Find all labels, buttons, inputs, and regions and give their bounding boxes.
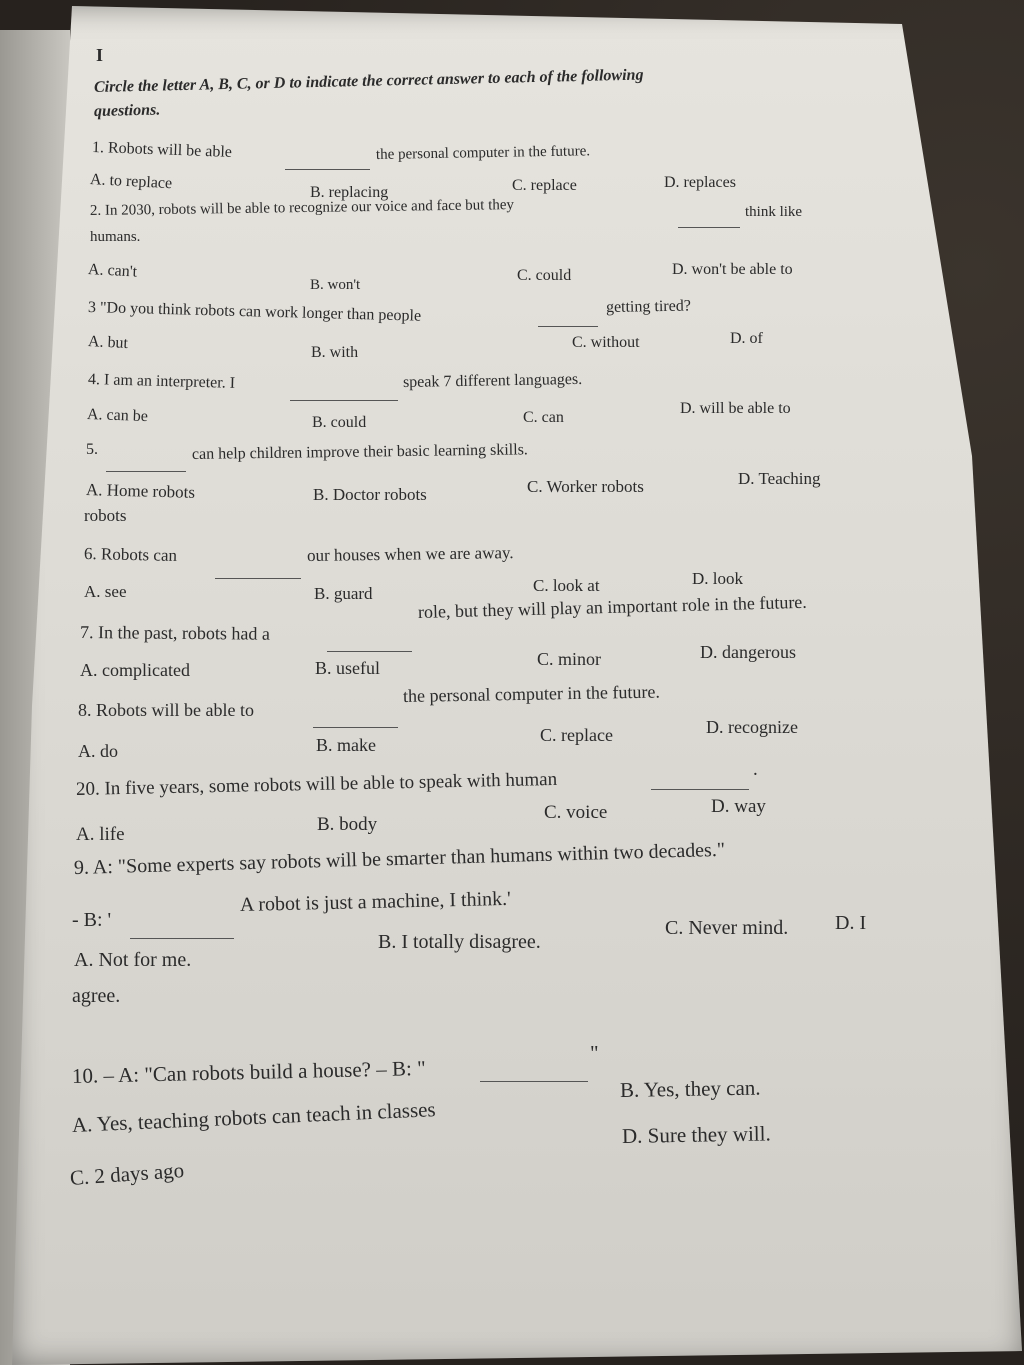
option-b: B. with bbox=[311, 344, 359, 361]
question-5-number: 5. bbox=[86, 441, 98, 458]
option-c: C. Worker robots bbox=[527, 477, 644, 496]
option-d: D. will be able to bbox=[680, 400, 791, 417]
question-7-stem-end: role, but they will play an important role in the future. bbox=[417, 591, 808, 622]
answer-blank bbox=[651, 789, 749, 790]
option-b: B. won't bbox=[310, 277, 361, 293]
question-7-stem: 7. In the past, robots had a bbox=[79, 622, 271, 644]
option-b: B. make bbox=[316, 735, 376, 755]
option-d: D. recognize bbox=[706, 717, 798, 737]
option-c: C. can bbox=[523, 409, 564, 426]
question-3-stem-end: getting tired? bbox=[605, 297, 691, 316]
option-a: A. Home robots bbox=[85, 480, 196, 502]
question-8-stem-end: the personal computer in the future. bbox=[402, 681, 661, 706]
option-d-wrap: robots bbox=[84, 506, 127, 525]
option-c: C. voice bbox=[544, 802, 608, 823]
section-mark: I bbox=[96, 45, 104, 65]
option-c: C. look at bbox=[533, 576, 600, 595]
answer-blank bbox=[215, 578, 301, 579]
question-1-stem: 1. Robots will be able bbox=[91, 139, 233, 161]
question-20-stem-end: . bbox=[753, 759, 758, 780]
question-2-stem-end: think like bbox=[745, 204, 803, 220]
option-c: C. replace bbox=[512, 177, 577, 194]
question-4-stem-end: speak 7 different languages. bbox=[402, 370, 583, 391]
option-b: B. I totally disagree. bbox=[378, 931, 541, 953]
question-9-stem-end: A robot is just a machine, I think.' bbox=[239, 887, 511, 916]
option-b: B. could bbox=[312, 414, 367, 431]
option-d: D. won't be able to bbox=[672, 261, 793, 278]
question-1-stem-end: the personal computer in the future. bbox=[375, 143, 591, 163]
option-a: A. do bbox=[78, 741, 118, 761]
answer-blank bbox=[290, 400, 398, 401]
option-d: D. way bbox=[711, 796, 766, 817]
question-2-stem: 2. In 2030, robots will be able to recognize our voice and face but they bbox=[89, 197, 515, 219]
question-10-stem: 10. – A: "Can robots build a house? – B: " bbox=[71, 1055, 426, 1088]
option-d: D. dangerous bbox=[700, 642, 796, 662]
option-c: C. 2 days ago bbox=[69, 1158, 185, 1190]
option-c: C. minor bbox=[537, 649, 602, 669]
question-8-stem: 8. Robots will be able to bbox=[78, 700, 254, 720]
option-a: A. to replace bbox=[89, 171, 173, 193]
option-d: D. replaces bbox=[664, 174, 736, 191]
option-a: A. can be bbox=[86, 406, 149, 426]
question-4-stem: 4. I am an interpreter. I bbox=[87, 371, 236, 392]
question-6-stem: 6. Robots can bbox=[83, 544, 178, 565]
answer-blank bbox=[106, 471, 186, 472]
option-d: D. I bbox=[835, 912, 867, 934]
option-a: A. Not for me. bbox=[74, 949, 192, 971]
option-d-wrap: agree. bbox=[72, 985, 121, 1007]
option-a: A. life bbox=[76, 824, 125, 845]
option-a: A. but bbox=[87, 333, 129, 353]
answer-blank bbox=[480, 1081, 588, 1082]
option-c: C. replace bbox=[540, 725, 613, 745]
question-5-stem: can help children improve their basic learning skills. bbox=[191, 441, 528, 463]
option-d: D. of bbox=[730, 330, 763, 347]
instruction-line-1: Circle the letter A, B, C, or D to indicate the correct answer to each of the following bbox=[93, 66, 644, 96]
option-c: C. Never mind. bbox=[665, 917, 789, 939]
answer-blank bbox=[130, 938, 234, 939]
instruction-line-2: questions. bbox=[93, 101, 161, 120]
question-9-stem: 9. A: "Some experts say robots will be smarter than humans within two decades." bbox=[73, 838, 726, 879]
option-b: B. Yes, they can. bbox=[619, 1075, 761, 1102]
option-c: C. could bbox=[517, 267, 572, 284]
option-b: B. body bbox=[317, 814, 378, 835]
option-b: B. useful bbox=[315, 658, 380, 678]
question-9-speaker-b: - B: ' bbox=[72, 909, 112, 931]
option-d: D. look bbox=[692, 569, 743, 588]
answer-blank bbox=[327, 651, 412, 652]
question-20-stem: 20. In five years, some robots will be able to speak with human bbox=[75, 768, 558, 800]
option-d: D. Teaching bbox=[738, 469, 821, 488]
answer-blank bbox=[538, 326, 598, 327]
answer-blank bbox=[285, 169, 370, 170]
answer-blank bbox=[678, 227, 740, 228]
question-10-stem-end: " bbox=[590, 1041, 599, 1065]
option-d: D. Sure they will. bbox=[621, 1121, 771, 1148]
answer-blank bbox=[313, 727, 398, 728]
question-3-stem: 3 "Do you think robots can work longer than people bbox=[87, 299, 422, 325]
question-2-stem-wrap: humans. bbox=[90, 229, 141, 245]
option-a: A. see bbox=[84, 582, 127, 601]
option-c: C. without bbox=[572, 334, 640, 351]
option-b: B. Doctor robots bbox=[313, 485, 427, 504]
option-b: B. replacing bbox=[310, 184, 389, 201]
option-a: A. can't bbox=[87, 261, 138, 281]
option-b: B. guard bbox=[314, 584, 373, 603]
option-a: A. complicated bbox=[80, 660, 190, 680]
option-a: A. Yes, teaching robots can teach in classes bbox=[71, 1097, 437, 1137]
question-6-stem-end: our houses when we are away. bbox=[306, 543, 514, 565]
